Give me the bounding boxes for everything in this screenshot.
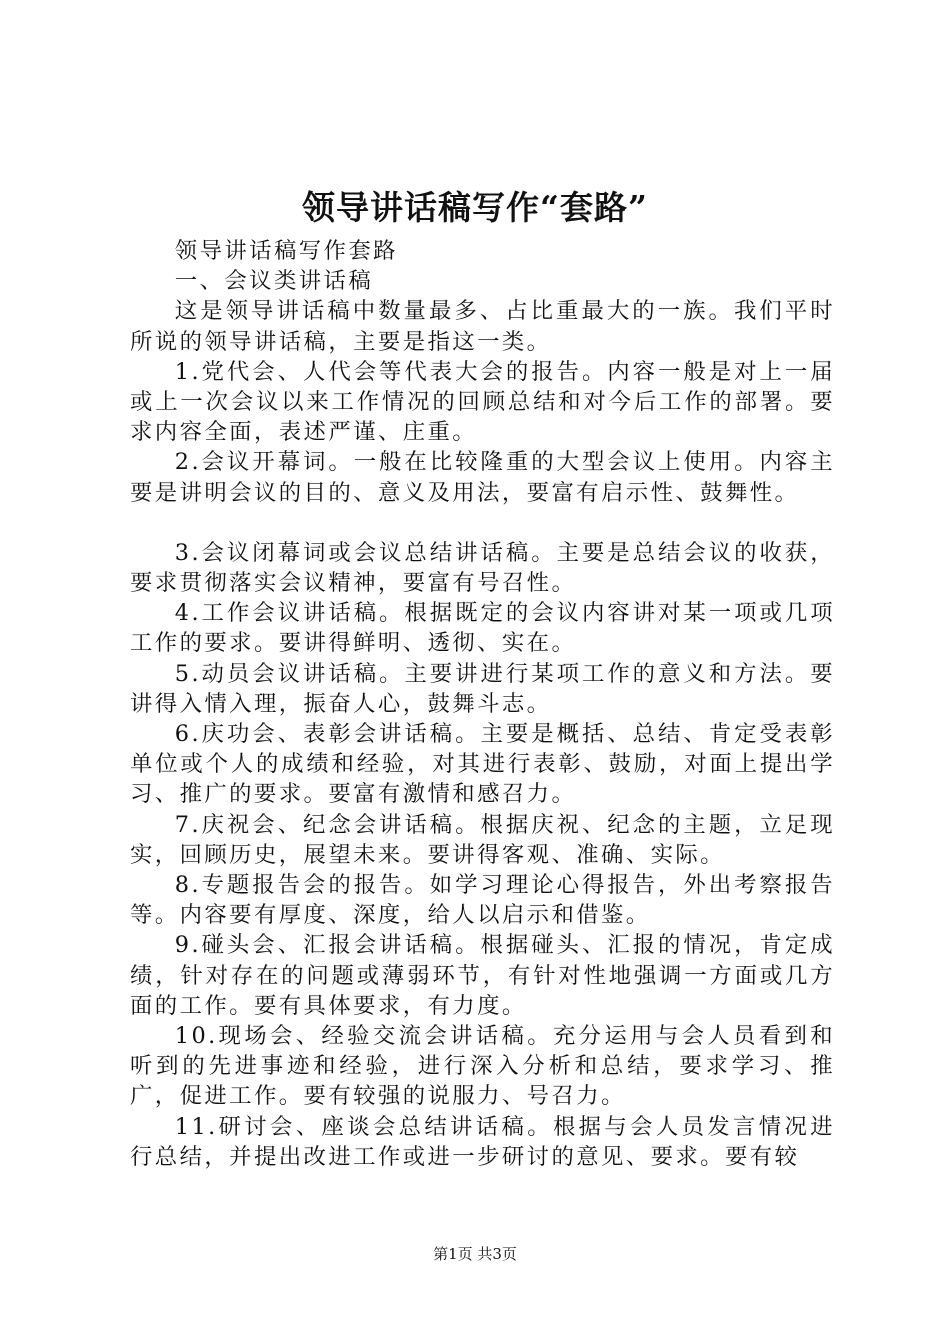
paragraph-item-2: 2.会议开幕词。一般在比较隆重的大型会议上使用。内容主要是讲明会议的目的、意义及用法，要富有启示性、鼓舞性。 — [130, 449, 835, 506]
paragraph-item-9: 9.碰头会、汇报会讲话稿。根据碰头、汇报的情况，肯定成绩，针对存在的问题或薄弱环节，有针对性地强调一方面或几方面的工作。要有具体要求，有力度。 — [130, 932, 835, 1019]
paragraph-item-1: 1.党代会、人代会等代表大会的报告。内容一般是对上一届或上一次会议以来工作情况的回顾总结和对今后工作的部署。要求内容全面，表述严谨、庄重。 — [130, 358, 835, 446]
paragraph-item-6: 6.庆功会、表彰会讲话稿。主要是概括、总结、肯定受表彰单位或个人的成绩和经验，对其进行表彰、鼓励，对面上提出学习、推广的要求。要富有激情和感召力。 — [130, 721, 835, 808]
paragraph-item-3: 3.会议闭幕词或会议总结讲话稿。主要是总结会议的收获，要求贯彻落实会议精神，要富有号召性。 — [130, 539, 835, 597]
page-footer: 第1页 共3页 — [433, 1245, 517, 1263]
paragraph-item-8: 8.专题报告会的报告。如学习理论心得报告，外出考察报告等。内容要有厚度、深度，给人以启示和借鉴。 — [130, 872, 835, 929]
paragraph-subtitle: 领导讲话稿写作套路 — [174, 238, 398, 264]
paragraph-item-4: 4.工作会议讲话稿。根据既定的会议内容讲对某一项或几项工作的要求。要讲得鲜明、透彻、实在。 — [130, 600, 835, 657]
paragraph-item-7: 7.庆祝会、纪念会讲话稿。根据庆祝、纪念的主题，立足现实，回顾历史，展望未来。要讲得客观、准确、实际。 — [130, 811, 835, 868]
document-body — [130, 236, 835, 1172]
paragraph-item-10: 10.现场会、经验交流会讲话稿。充分运用与会人员看到和听到的先进事迹和经验，进行深入分析和总结，要求学习、推广，促进工作。要有较强的说服力、号召力。 — [130, 1023, 835, 1110]
paragraph-item-5: 5.动员会议讲话稿。主要讲进行某项工作的意义和方法。要讲得入情入理，振奋人心，鼓舞斗志。 — [130, 660, 835, 717]
document-title: 领导讲话稿写作“套路” — [302, 188, 648, 227]
paragraph-intro: 这是领导讲话稿中数量最多、占比重最大的一族。我们平时所说的领导讲话稿，主要是指这一类。 — [130, 298, 835, 355]
paragraph-section-heading: 一、会议类讲话稿 — [174, 268, 374, 295]
paragraph-item-11: 11.研讨会、座谈会总结讲话稿。根据与会人员发言情况进行总结，并提出改进工作或进一步研讨的意见、要求。要有较 — [130, 1113, 835, 1170]
